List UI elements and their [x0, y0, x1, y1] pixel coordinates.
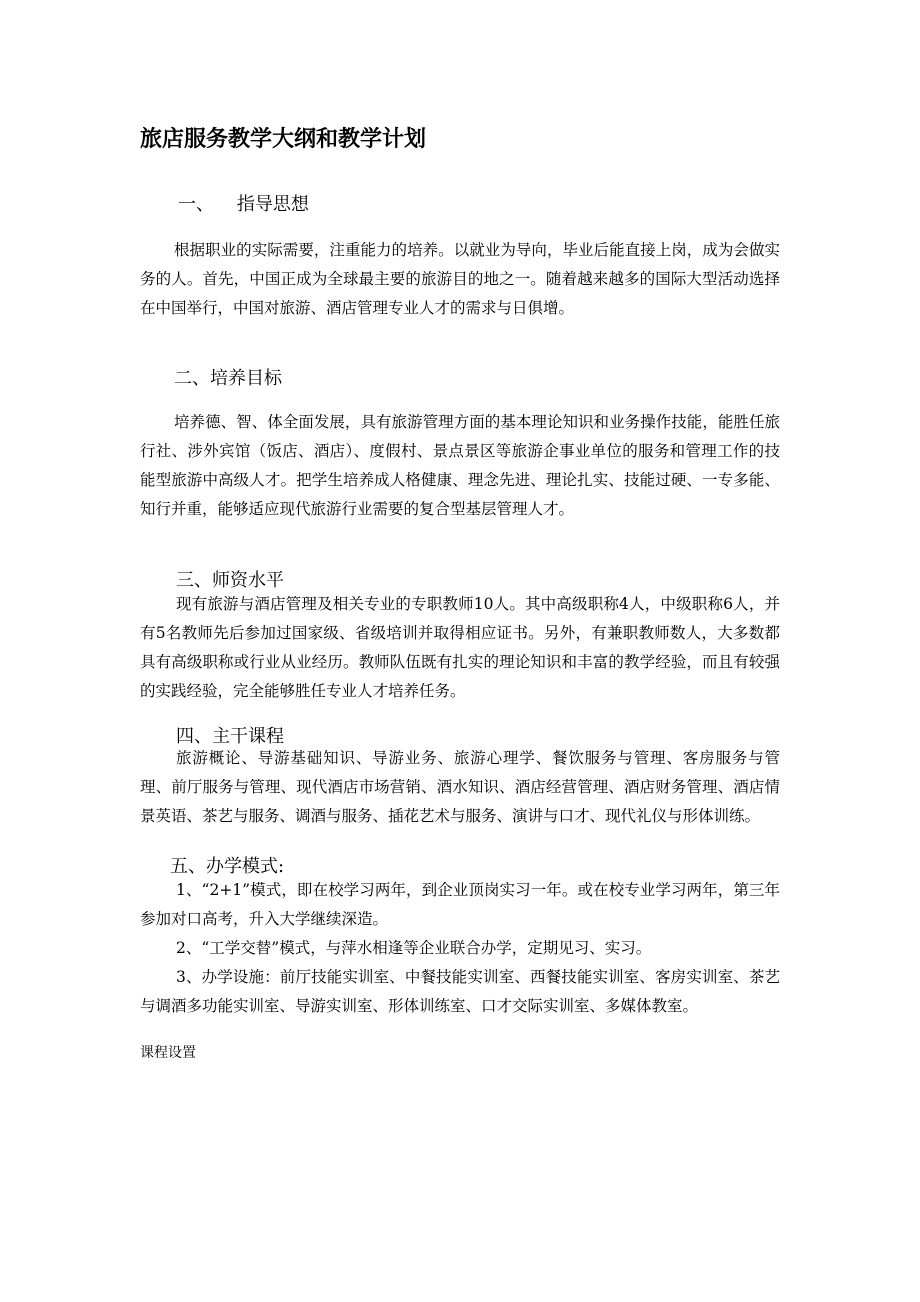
paragraph: 3、办学设施：前厅技能实训室、中餐技能实训室、西餐技能实训室、客房实训室、茶艺与调酒多功能实训室、导游实训室、形体训练室、口才交际实训室、多媒体教室。 [140, 968, 780, 1015]
document-title: 旅店服务教学大纲和教学计划 [140, 126, 427, 152]
paragraph: 培养德、智、体全面发展，具有旅游管理方面的基本理论知识和业务操作技能，能胜任旅行社、涉外宾馆（饭店、酒店）、度假村、景点景区等旅游企事业单位的服务和管理工作的技能型旅游中高级人才。把学生培养成人格健康、理念先进、理论扎实、技能过硬、一专多能、知行并重，能够适应现代旅游行业需要的复合型基层管理人才。 [140, 413, 780, 518]
paragraph: 旅游概论、导游基础知识、导游业务、旅游心理学、餐饮服务与管理、客房服务与管理、前厅服务与管理、现代酒店市场营销、酒水知识、酒店经营管理、酒店财务管理、酒店情景英语、茶艺与服务、调酒与服务、插花艺术与服务、演讲与口才、现代礼仪与形体训练。 [140, 749, 780, 825]
section-heading-school-mode: 五、办学模式: [170, 856, 285, 877]
paragraph: 现有旅游与酒店管理及相关专业的专职教师10人。其中高级职称4人，中级职称6人，并有5名教师先后参加过国家级、省级培训并取得相应证书。另外，有兼职教师数人，大多数都具有高级职称或行业从业经历。教师队伍既有扎实的理论知识和丰富的教学经验，而且有较强的实践经验，完全能够胜任专业人才培养任务。 [140, 595, 780, 700]
section-body-training-goal [140, 408, 780, 524]
paragraph: 根据职业的实际需要，注重能力的培养。以就业为导向，毕业后能直接上岗，成为会做实务的人。首先，中国正成为全球最主要的旅游目的地之一。随着越来越多的国际大型活动选择在中国举行，中国对旅游、酒店管理专业人才的需求与日俱增。 [140, 241, 780, 317]
section-heading-main-courses: 四、主干课程 [176, 726, 284, 747]
section-heading-guiding-thought: 一、 指导思想 [178, 194, 309, 215]
paragraph: 1、“2+1”模式，即在校学习两年，到企业顶岗实习一年。或在校专业学习两年，第三年参加对口高考，升入大学继续深造。 [140, 881, 780, 928]
section-body-faculty [140, 590, 780, 706]
section-heading-faculty: 三、师资水平 [176, 570, 284, 591]
section-body-main-courses [140, 744, 780, 831]
course-setup-label: 课程设置 [140, 1045, 196, 1061]
section-body-guiding-thought [140, 236, 780, 323]
paragraph: 2、“工学交替”模式，与萍水相逢等企业联合办学，定期见习、实习。 [176, 939, 652, 957]
section-heading-training-goal: 二、培养目标 [174, 368, 282, 389]
section-body-school-mode [140, 876, 780, 1021]
